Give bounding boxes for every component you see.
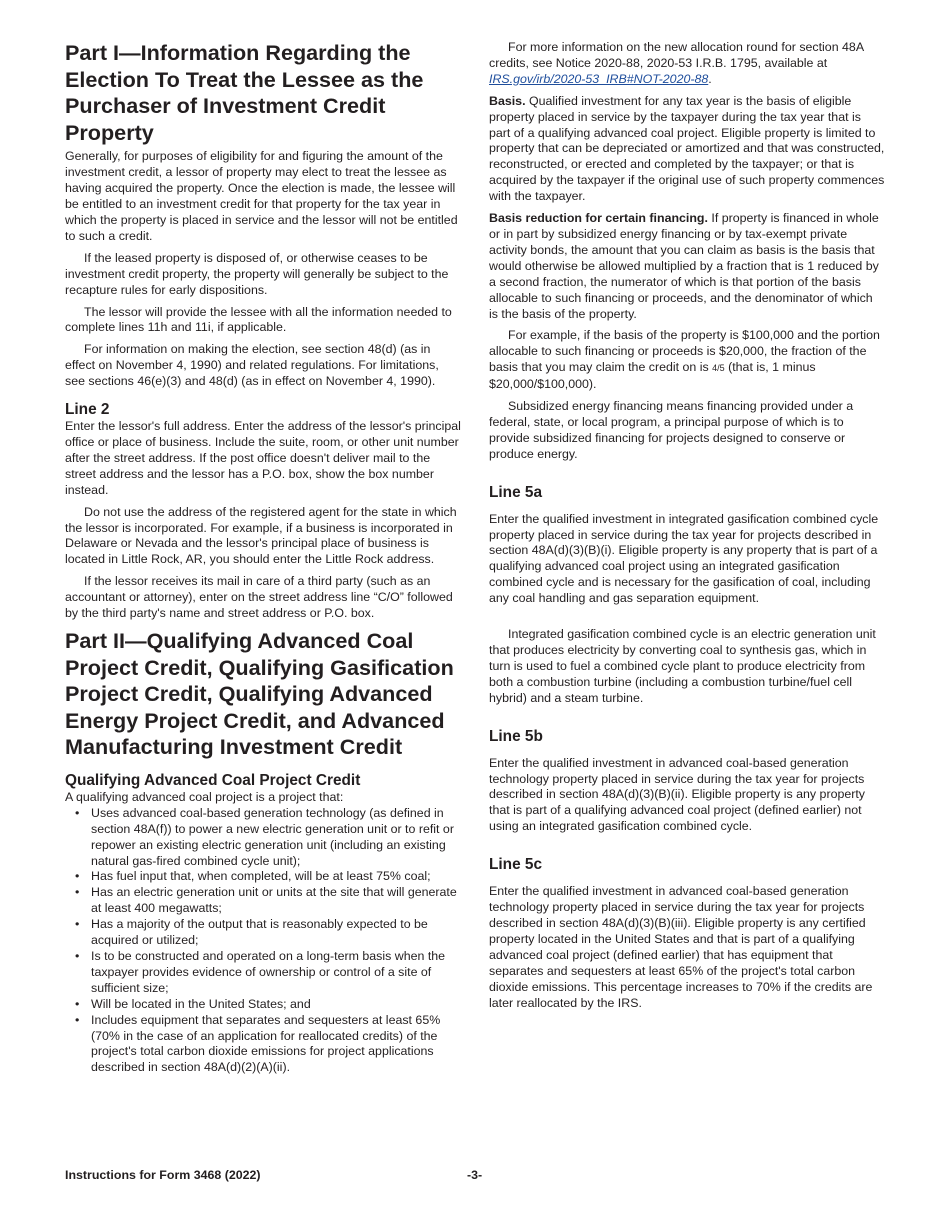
basis-paragraph: Basis. Qualified investment for any tax year is the basis of eligible property placed in service by the taxpayer during the tax year that is part of a qualifying advanced coal project. Eligible property is limited to property that can be depreciated or amortized and that was constructed, reconstructed, or erected and completed by the taxpayer; or that is acquired by the taxpayer if the original use of such property commences with the taxpayer. [489,93,885,204]
left-column [65,40,461,1076]
coal-project-criteria-list [65,806,461,1076]
part1-heading: Part I—Information Regarding the Election To Treat the Lessee as the Purchaser of Investment Credit Property [65,40,424,145]
list-item: • Is to be constructed and operated on a long-term basis when the taxpayer provides evidence of ownership or control of a site of sufficient size; [75,948,446,995]
right-column [489,40,885,1011]
basis-runin-heading: Basis. [489,93,526,108]
list-item: • Includes equipment that separates and sequesters at least 65% (70% in the case of an application for reallocated credits) of the project's total carbon dioxide emissions for project applications described in section 48A(d)(2)(A)(ii). [75,1012,441,1075]
part1-paragraph: For information on making the election, see section 48(d) (as in effect on November 4, 1990) and related regulations. For limitations, see sections 46(e)(3) and 48(d) (as in effect on November 4, 1990). [65,342,439,389]
line2-paragraph: Do not use the address of the registered agent for the state in which the lessor is incorporated. For example, if a business is incorporated in Delaware or Nevada and the lessor's principal place of business is located in Little Rock, AR, you should enter the Little Rock address. [65,504,457,567]
bullet-icon: • [75,805,80,820]
page-footer [65,1168,485,1182]
bullet-icon: • [75,1012,80,1027]
fraction: 4/5 [712,363,725,374]
bullet-icon: • [75,885,80,900]
list-item: • Has fuel input that, when completed, will be at least 75% coal; [75,869,431,884]
line5b-paragraph: Enter the qualified investment in advanced coal-based generation technology property placed in service during the tax year for projects described in section 48A(d)(3)(B)(ii). Eligible property is any property that is part of a qualifying advanced coal project (defined earlier) not using an integrated gasification combined cycle. [489,755,866,834]
bullet-icon: • [75,869,80,884]
part1-paragraph: Generally, for purposes of eligibility for and figuring the amount of the investment credit, a lessor of property may elect to treat the lessee as having acquired the property. Once the election is made, the lessee will be entitled to an investment credit for that property for the tax year in which the property is placed in service and the lessor will not be entitled to such a credit. [65,149,458,243]
basis-reduction-paragraph: Basis reduction for certain financing. If property is financed in whole or in part by subsidized energy financing or by tax-exempt private activity bonds, the amount that you can claim as basis is the basis that would otherwise be allowed multiplied by a fraction that is 1 reduced by a second fraction, the numerator of which is that portion of the basis allocable to such financing or proceeds, and the denominator of which is the basis of the property. [489,211,879,321]
line2-heading: Line 2 [65,401,110,419]
part2-heading: Part II—Qualifying Advanced Coal Project Credit, Qualifying Gasification Project Credit, Qualifying Advanced Energy Project Credit, and Advanced Manufacturing Investment Credit [65,627,454,760]
line5b-heading: Line 5b [489,727,543,745]
part1-paragraph: If the leased property is disposed of, or otherwise ceases to be investment credit property, the property will generally be subject to the recapture rules for early dispositions. [65,250,449,297]
line5a-paragraph: Enter the qualified investment in integrated gasification combined cycle property placed in service during the tax year for projects described in section 48A(d)(3)(B)(i). Eligible property is any property that is part of a qualifying advanced coal project using an integrated gasification combined cycle and is necessary for the gasification of coal, including any coal handling and gas separation equipment. [489,511,879,606]
subsidized-financing-paragraph: Subsidized energy financing means financing provided under a federal, state, or local program, a principal purpose of which is to provide subsidized financing for projects designed to conserve or produce energy. [489,399,854,461]
coal-project-heading: Qualifying Advanced Coal Project Credit [65,771,361,789]
allocation-paragraph: For more information on the new allocation round for section 48A credits, see Notice 2020-88, 2020-53 I.R.B. 1795, available at IRS.gov/irb/2020-53_IRB#NOT-2020-88. [489,40,864,86]
line2-paragraph: Enter the lessor's full address. Enter the address of the lessor's principal office or place of business. Include the suite, room, or other unit number after the street address. If the post office doesn't deliver mail to the street address and the lessor has a P.O. box, show the box number instead. [65,419,461,497]
line5a-paragraph: Integrated gasification combined cycle is an electric generation unit that produces electricity by converting coal to synthesis gas, which in turn is used to fuel a combined cycle plant to produce electricity from both a combustion turbine (including a combustion turbine/fuel cell hybrid) and a steam turbine. [489,627,876,705]
basis-reduction-runin-heading: Basis reduction for certain financing. [489,211,708,226]
form-title: Instructions for Form 3468 (2022) [65,1168,261,1182]
list-item: • Will be located in the United States; and [75,996,311,1011]
line5c-paragraph: Enter the qualified investment in advanced coal-based generation technology property placed in service during the tax year for projects described in section 48A(d)(3)(B)(iii). Eligible property is any certified property located in the United States and that is part of a qualifying advanced coal project (defined earlier) that has equipment that separates and sequesters at least 65% of the project's total carbon dioxide emissions. This percentage increases to 70% if the credits are later reallocated by the IRS. [489,884,873,1010]
page-number: -3- [467,1168,483,1182]
list-item: • Has a majority of the output that is reasonably expected to be acquired or utilized; [75,917,428,948]
irb-notice-link[interactable]: IRS.gov/irb/2020-53_IRB#NOT-2020-88 [489,71,709,86]
line5c-heading: Line 5c [489,856,543,874]
line5a-heading: Line 5a [489,483,543,501]
list-item: • Has an electric generation unit or units at the site that will generate at least 400 megawatts; [75,885,457,916]
example-paragraph: For example, if the basis of the property is $100,000 and the portion allocable to such financing or proceeds is $20,000, the fraction of the basis that you may claim the credit on is 4/5 (that is, 1 minus $20,000/$100,000). [489,328,880,392]
bullet-icon: • [75,996,80,1011]
coal-project-intro: A qualifying advanced coal project is a project that: [65,789,344,804]
part1-paragraph: The lessor will provide the lessee with all the information needed to complete lines 11h and 11i, if applicable. [65,304,452,335]
line2-paragraph: If the lessor receives its mail in care of a third party (such as an accountant or attorney), enter on the street address line “C/O” followed by the third party's name and street address or P.O. box. [65,574,453,621]
bullet-icon: • [75,948,80,963]
bullet-icon: • [75,917,80,932]
list-item: • Uses advanced coal-based generation technology (as defined in section 48A(f)) to power a new electric generation unit or to refit or repower an existing electric generation unit (including an existing natural gas-fired combined cycle unit); [75,805,454,868]
